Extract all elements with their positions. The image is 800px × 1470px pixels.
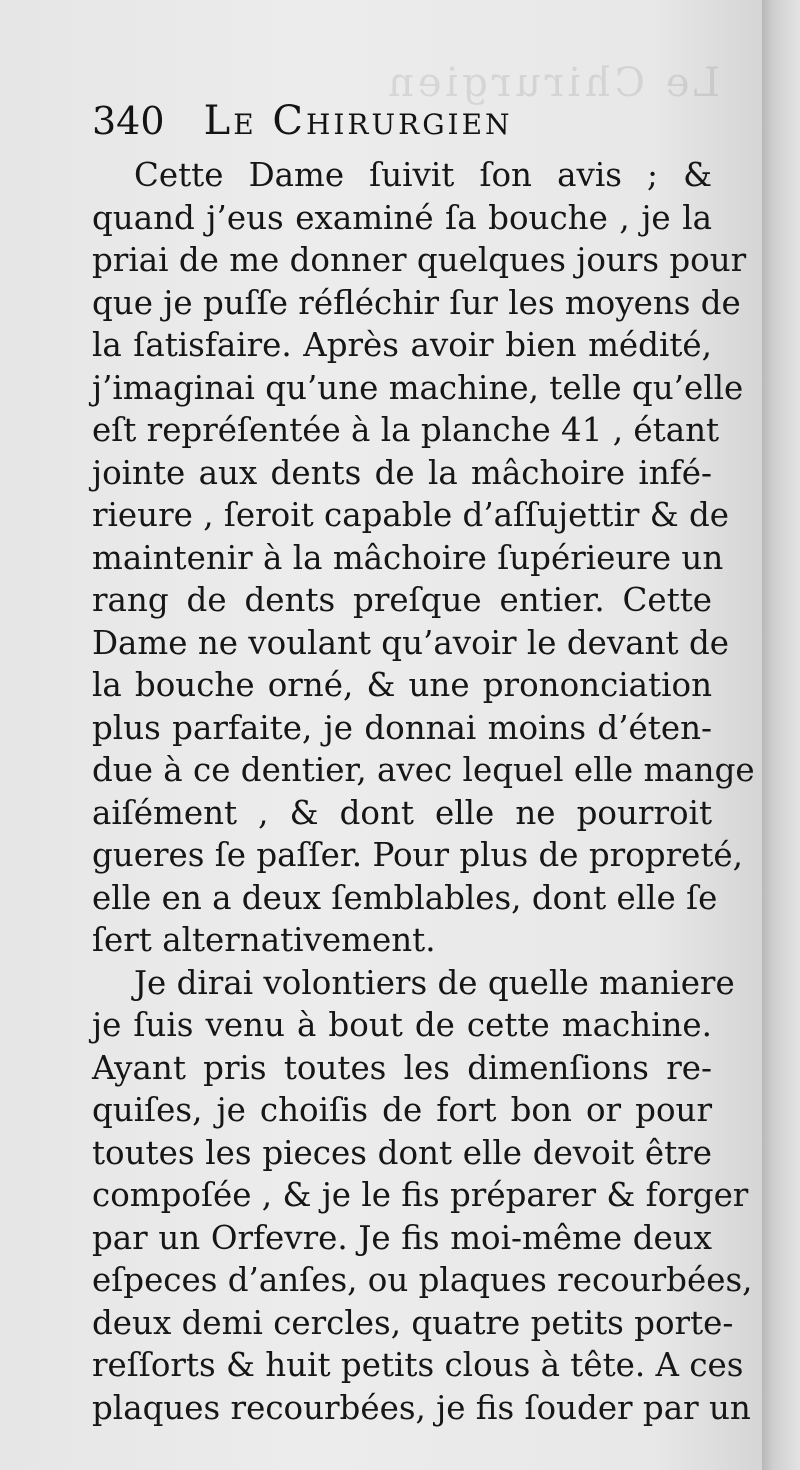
text-line: priai de me donner quelques jours pour [92, 241, 747, 279]
text-line: reſſorts & huit petits clous à tête. A ces [92, 1346, 744, 1384]
text-line: maintenir à la mâchoire ſupérieure un [92, 538, 724, 577]
text-line: deux demi cercles, quatre petits porte- [92, 1303, 734, 1342]
text-line: quand j’eus examiné ſa bouche , je la [92, 198, 712, 237]
text-line: la bouche orné, & une prononciation [92, 666, 712, 704]
text-line: rieure , ſeroit capable d’aſſujettir & de [92, 496, 730, 534]
text-line: compoſée , & je le fis préparer & forger [92, 1176, 749, 1214]
text-line: plaques recourbées, je fis ſouder par un [92, 1388, 751, 1427]
text-line: plus parfaite, je donnai moins d’éten- [92, 708, 712, 747]
text-line: eſt repréſentée à la planche 41 , étant [92, 411, 720, 449]
text-line: que je puſſe réfléchir ſur les moyens de [92, 283, 741, 322]
text-line: eſpeces d’anſes, ou plaques recourbées, [92, 1261, 753, 1299]
text-line: Cette Dame ſuivit ſon avis ; & [134, 156, 712, 194]
body-text [92, 154, 755, 1429]
text-line: Dame ne voulant qu’avoir le devant de [92, 623, 729, 662]
text-line: due à ce dentier, avec lequel elle mange [92, 751, 755, 789]
text-line: elle en a deux ſemblables, dont elle ſe [92, 878, 718, 917]
text-line: toutes les pieces dont elle devoit être [92, 1133, 712, 1172]
page-header [92, 98, 732, 154]
show-through-text: Le Chirurgien [384, 60, 720, 106]
text-line: jointe aux dents de la mâchoire infé- [92, 453, 712, 492]
text-line: Ayant pris toutes les dimenſions re- [92, 1048, 712, 1087]
text-line: aiſément , & dont elle ne pourroit [92, 793, 712, 832]
running-title: Le Chirurgien [203, 98, 513, 144]
page-edge-shadow [762, 0, 800, 1470]
text-line: j’imaginai qu’une machine, telle qu’elle [92, 368, 744, 407]
text-line: Je dirai volontiers de quelle maniere [134, 963, 735, 1002]
text-line: gueres ſe paſſer. Pour plus de propreté, [92, 836, 743, 874]
text-line: je ſuis venu à bout de cette machine. [92, 1006, 712, 1044]
text-line: rang de dents preſque entier. Cette [92, 581, 712, 619]
text-line: par un Orfevre. Je fis moi-même deux [92, 1218, 712, 1257]
text-line: quiſes, je choiſis de fort bon or pour [92, 1091, 712, 1129]
text-line: la ſatisfaire. Après avoir bien médité, [92, 326, 712, 364]
page-number: 340 [92, 99, 165, 143]
text-line: ſert alternativement. [92, 921, 436, 959]
